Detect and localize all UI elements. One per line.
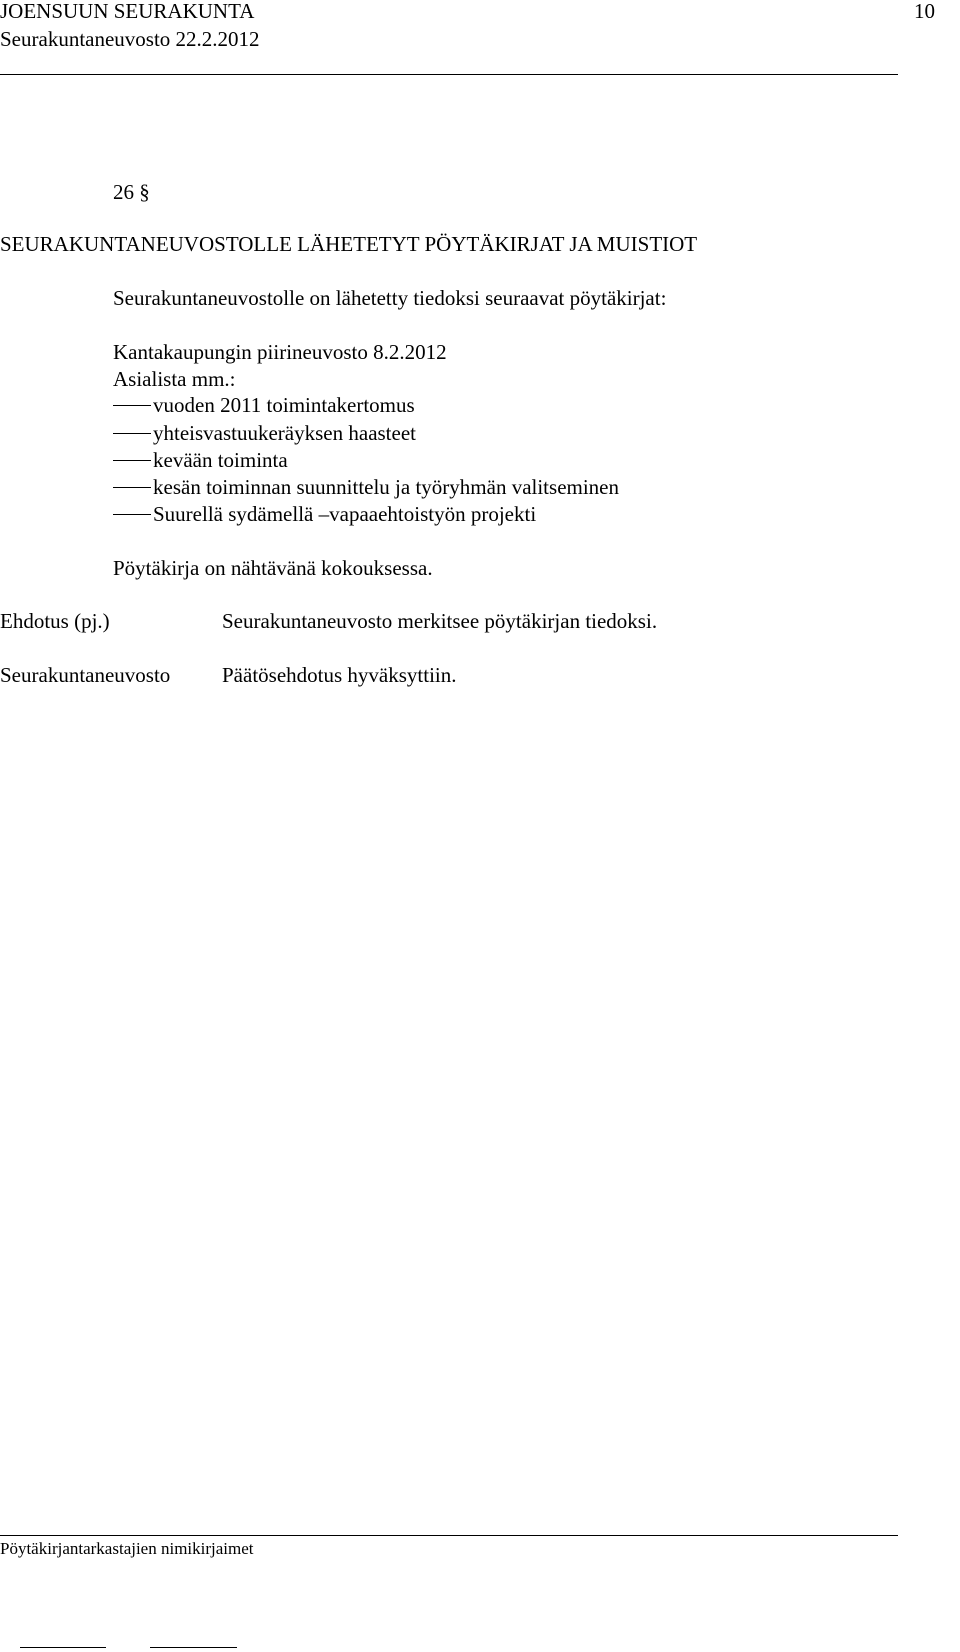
list-item: yhteisvastuukeräyksen haasteet — [153, 421, 416, 445]
proposal-label: Ehdotus (pj.) — [0, 609, 110, 633]
page-number: 10 — [914, 0, 935, 23]
section-title: SEURAKUNTANEUVOSTOLLE LÄHETETYT PÖYTÄKIRJAT JA MUISTIOT — [0, 232, 698, 256]
proposal-text: Seurakuntaneuvosto merkitsee pöytäkirjan tiedoksi. — [222, 609, 658, 633]
header-meeting: Seurakuntaneuvosto 22.2.2012 — [0, 27, 260, 51]
list-item: vuoden 2011 toimintakertomus — [153, 393, 415, 417]
council-text: Päätösehdotus hyväksyttiin. — [222, 663, 457, 687]
header-org: JOENSUUN SEURAKUNTA — [0, 0, 255, 23]
section-number: 26 § — [113, 180, 150, 204]
initials-line-1 — [20, 1647, 106, 1648]
source-line: Kantakaupungin piirineuvosto 8.2.2012 — [113, 340, 447, 364]
header-rule — [0, 74, 898, 75]
list-dash — [113, 433, 151, 434]
council-label: Seurakuntaneuvosto — [0, 663, 171, 687]
initials-line-2 — [150, 1647, 237, 1648]
footer-rule — [0, 1535, 898, 1536]
agenda-label: Asialista mm.: — [113, 367, 236, 391]
list-item: Suurellä sydämellä –vapaaehtoistyön projekti — [153, 502, 537, 526]
list-dash — [113, 405, 151, 406]
note-text: Pöytäkirja on nähtävänä kokouksessa. — [113, 556, 433, 580]
list-item: kesän toiminnan suunnittelu ja työryhmän valitseminen — [153, 475, 619, 499]
list-dash — [113, 460, 151, 461]
list-item: kevään toiminta — [153, 448, 288, 472]
initials-label: Pöytäkirjantarkastajien nimikirjaimet — [0, 1539, 254, 1558]
list-dash — [113, 487, 151, 488]
list-dash — [113, 514, 151, 515]
intro-text: Seurakuntaneuvostolle on lähetetty tiedoksi seuraavat pöytäkirjat: — [113, 286, 667, 310]
